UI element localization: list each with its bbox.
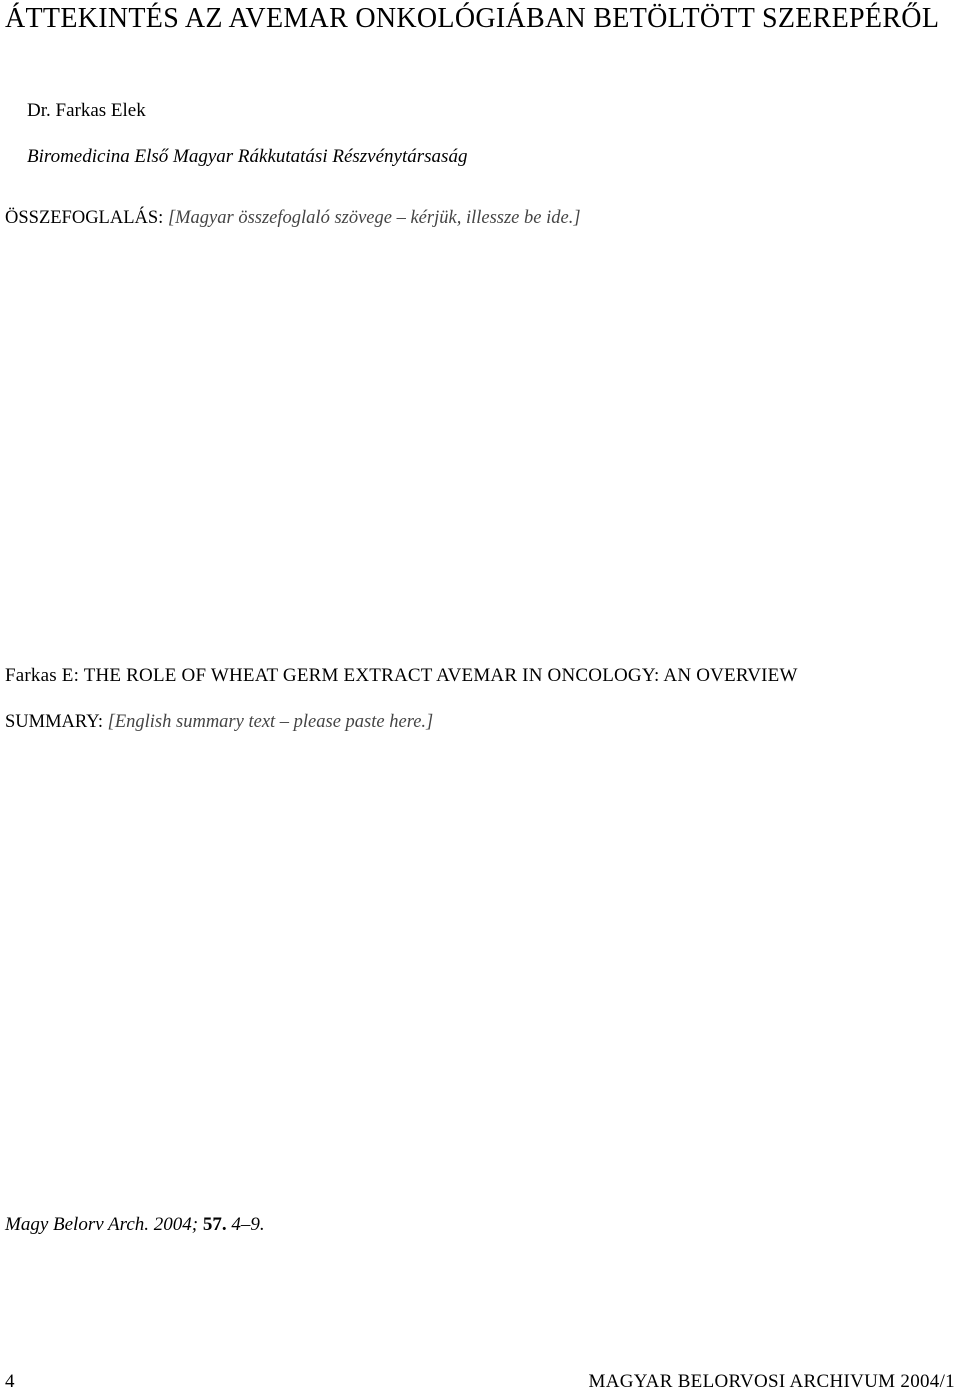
citation-volume: 57. (202, 1214, 227, 1235)
citation-pages: 4–9. (231, 1214, 265, 1235)
english-title: Farkas E: THE ROLE OF WHEAT GERM EXTRACT AVEMAR IN ONCOLOGY: AN OVERVIEW (5, 665, 798, 686)
article-title: ÁTTEKINTÉS AZ AVEMAR ONKOLÓGIÁBAN BETÖLTÖTT SZEREPÉRŐL (5, 3, 940, 34)
page-number: 4 (5, 1371, 15, 1392)
running-footer: MAGYAR BELORVOSI ARCHIVUM 2004/1 (588, 1371, 955, 1392)
abstract-label: ÖSSZEFOGLALÁS: (5, 208, 164, 228)
english-summary (5, 711, 955, 734)
citation-journal: Magy Belorv Arch. 2004; (5, 1214, 199, 1235)
citation (5, 1214, 265, 1236)
summary-label: SUMMARY: (5, 712, 104, 732)
author-name: Dr. Farkas Elek (27, 100, 146, 121)
hungarian-abstract (5, 206, 955, 231)
author-affiliation: Biromedicina Első Magyar Rákkutatási Részvénytársaság (27, 146, 468, 167)
summary-text: [English summary text – please paste here.] (107, 712, 434, 732)
abstract-text: [Magyar összefoglaló szövege – kérjük, illessze be ide.] (167, 208, 581, 228)
